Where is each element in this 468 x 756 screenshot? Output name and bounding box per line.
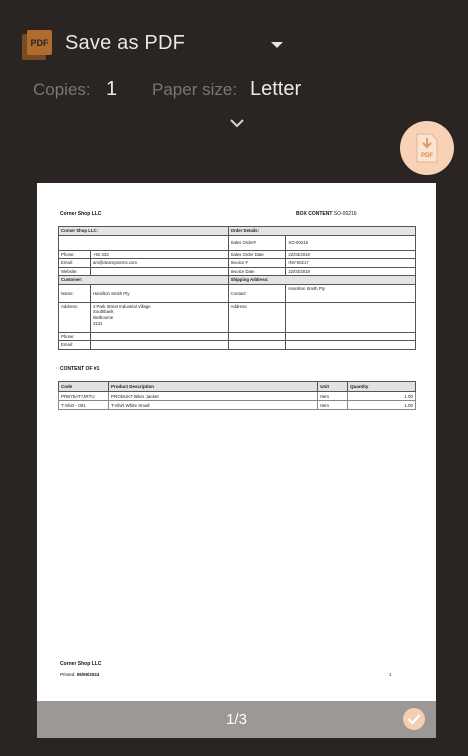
paper-size-select[interactable]: Letter xyxy=(250,78,302,100)
col-header: Product Description xyxy=(108,382,317,392)
details-table xyxy=(58,226,416,350)
cell-value: INV-00217 xyxy=(286,259,416,268)
copies-input[interactable]: 1 xyxy=(106,78,118,100)
table-row: T-Shirt - 001 T-Shirt White Small Item 1.00 xyxy=(59,401,416,410)
cell-value: Hamilton Smith Pty xyxy=(286,284,416,302)
check-icon xyxy=(403,708,425,730)
col-header: Code xyxy=(59,382,109,392)
customer-address: 3 Park Street Industrial Village Southbank Melbourne 3131 xyxy=(90,302,228,332)
cell-value: 22/03/2018 xyxy=(286,250,416,259)
download-pdf-icon xyxy=(414,133,440,163)
pdf-icon xyxy=(22,30,52,60)
cell-label: Email: xyxy=(59,259,91,268)
destination-select[interactable]: Save as PDF xyxy=(65,32,186,54)
cell-label: Sales Order Date xyxy=(228,250,286,259)
company-name: Corner Shop LLC xyxy=(60,211,102,217)
table-row: PRB75AT7JRTU PRODUKT Biker Jacket Item 1.00 xyxy=(59,392,416,401)
chevron-down-icon[interactable] xyxy=(229,118,245,128)
print-header xyxy=(0,0,468,120)
page-count: 1/3 xyxy=(226,711,247,728)
cell-value: am@dearsystems.com xyxy=(90,259,228,268)
cell-value: SO-00216 xyxy=(286,235,416,250)
col-header: Quantity xyxy=(348,382,416,392)
order-header: Order Details: xyxy=(228,227,415,236)
col-header: Unit xyxy=(318,382,348,392)
customer-header: Customer: xyxy=(59,276,229,285)
cell-label: Website: xyxy=(59,267,91,276)
paper-size-label: Paper size: xyxy=(152,80,238,99)
section-title: CONTENT OF #1 xyxy=(60,366,100,372)
page-select-toggle[interactable] xyxy=(403,708,425,730)
svg-text:PDF: PDF xyxy=(421,153,433,159)
page-number: 1 xyxy=(389,672,392,677)
cell-value: 22/03/2018 xyxy=(286,267,416,276)
page-preview[interactable] xyxy=(37,183,436,701)
box-content-title: BOX CONTENT SO-00216 xyxy=(296,211,357,217)
copies-label: Copies: xyxy=(33,80,91,99)
cell-label: Sales Order# xyxy=(228,235,286,250)
cell-label: Name: xyxy=(59,284,91,302)
preview-footer xyxy=(37,701,436,738)
cell-label: Contact: xyxy=(228,284,286,302)
cell-label: Email: xyxy=(59,341,91,350)
cell-label: Invoice Date xyxy=(228,267,286,276)
seller-header: Corner Shop LLC: xyxy=(59,227,229,236)
cell-value: Hamilton Smith Pty xyxy=(90,284,228,302)
save-pdf-button[interactable] xyxy=(400,121,454,175)
items-table xyxy=(58,381,416,410)
shipping-header: Shipping Address: xyxy=(228,276,415,285)
cell-label: Invoice # xyxy=(228,259,286,268)
cell-label: Address: xyxy=(59,302,91,332)
svg-text:PDF: PDF xyxy=(30,38,49,48)
caret-down-icon[interactable] xyxy=(271,42,283,48)
printed-date: Printed: 06/09/2024 xyxy=(60,672,100,677)
cell-label: Phone: xyxy=(59,332,91,341)
cell-value: +92 333 xyxy=(90,250,228,259)
cell-label: Address: xyxy=(228,302,286,332)
cell-label: Phone: xyxy=(59,250,91,259)
footer-company: Corner Shop LLC xyxy=(60,661,102,667)
